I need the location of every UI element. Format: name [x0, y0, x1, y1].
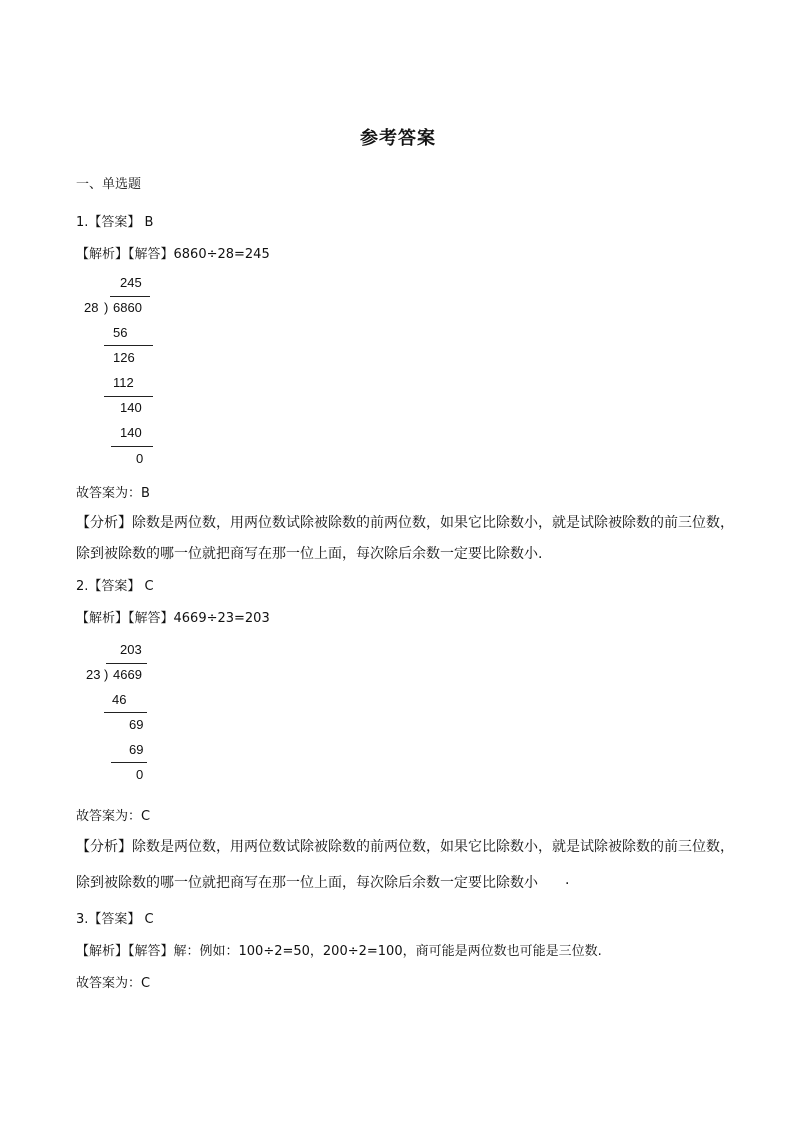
q2-divisor: 23: [86, 667, 101, 682]
q1-conclusion: 故答案为：B: [76, 486, 150, 501]
q1-remark-line-2: 除到被除数的哪一位就把商写在那一位上面，每次除后余数一定要比除数小.: [76, 546, 543, 562]
q2-quotient: 203: [120, 642, 142, 657]
q3-answer: 3.【答案】 C: [76, 912, 154, 927]
q2-step-line: [111, 762, 147, 763]
q1-analysis: 【解析】【解答】6860÷28=245: [76, 247, 270, 262]
q2-analysis: 【解析】【解答】4669÷23=203: [76, 611, 270, 626]
q1-step-line: [104, 345, 153, 346]
q1-step: 56: [113, 325, 128, 340]
q2-dividend: 4669: [113, 667, 142, 682]
q1-step: 112: [113, 375, 134, 390]
q2-bracket-line: [106, 663, 147, 664]
q2-remark-line-2: 除到被除数的哪一位就把商写在那一位上面，每次除后余数一定要比除数小: [76, 875, 538, 891]
q2-step-line: [104, 712, 147, 713]
q2-paren: ): [104, 667, 109, 682]
q1-quotient: 245: [120, 275, 142, 290]
q2-remainder: 0: [136, 767, 144, 782]
q2-conclusion: 故答案为：C: [76, 809, 151, 824]
q3-analysis: 【解析】【解答】解：例如：100÷2=50，200÷2=100，商可能是两位数也可能是三位数.: [76, 944, 602, 959]
q1-remark-line-1: 【分析】除数是两位数，用两位数试除被除数的前两位数，如果它比除数小，就是试除被除数的前三位数，: [76, 515, 734, 531]
page-title: 参考答案: [360, 128, 436, 149]
q1-remainder: 0: [136, 451, 144, 466]
q1-step: 140: [120, 400, 142, 415]
q2-remark-line-1: 【分析】除数是两位数，用两位数试除被除数的前两位数，如果它比除数小，就是试除被除数的前三位数，: [76, 839, 734, 855]
q2-step: 69: [129, 742, 144, 757]
q1-bracket-line: [110, 296, 150, 297]
section-heading: 一、单选题: [76, 177, 142, 192]
q1-step-line: [111, 446, 153, 447]
q1-answer: 1.【答案】 B: [76, 215, 154, 230]
q2-remark-line-2-end: .: [565, 872, 570, 888]
q1-step: 140: [120, 425, 142, 440]
q1-step-line: [104, 396, 153, 397]
q1-paren: ): [104, 300, 109, 315]
q3-conclusion: 故答案为：C: [76, 976, 151, 991]
q1-divisor: 28: [84, 300, 99, 315]
q2-step: 69: [129, 717, 144, 732]
q1-step: 126: [113, 350, 135, 365]
q1-dividend: 6860: [113, 300, 142, 315]
q2-step: 46: [112, 692, 127, 707]
q2-answer: 2.【答案】 C: [76, 579, 154, 594]
